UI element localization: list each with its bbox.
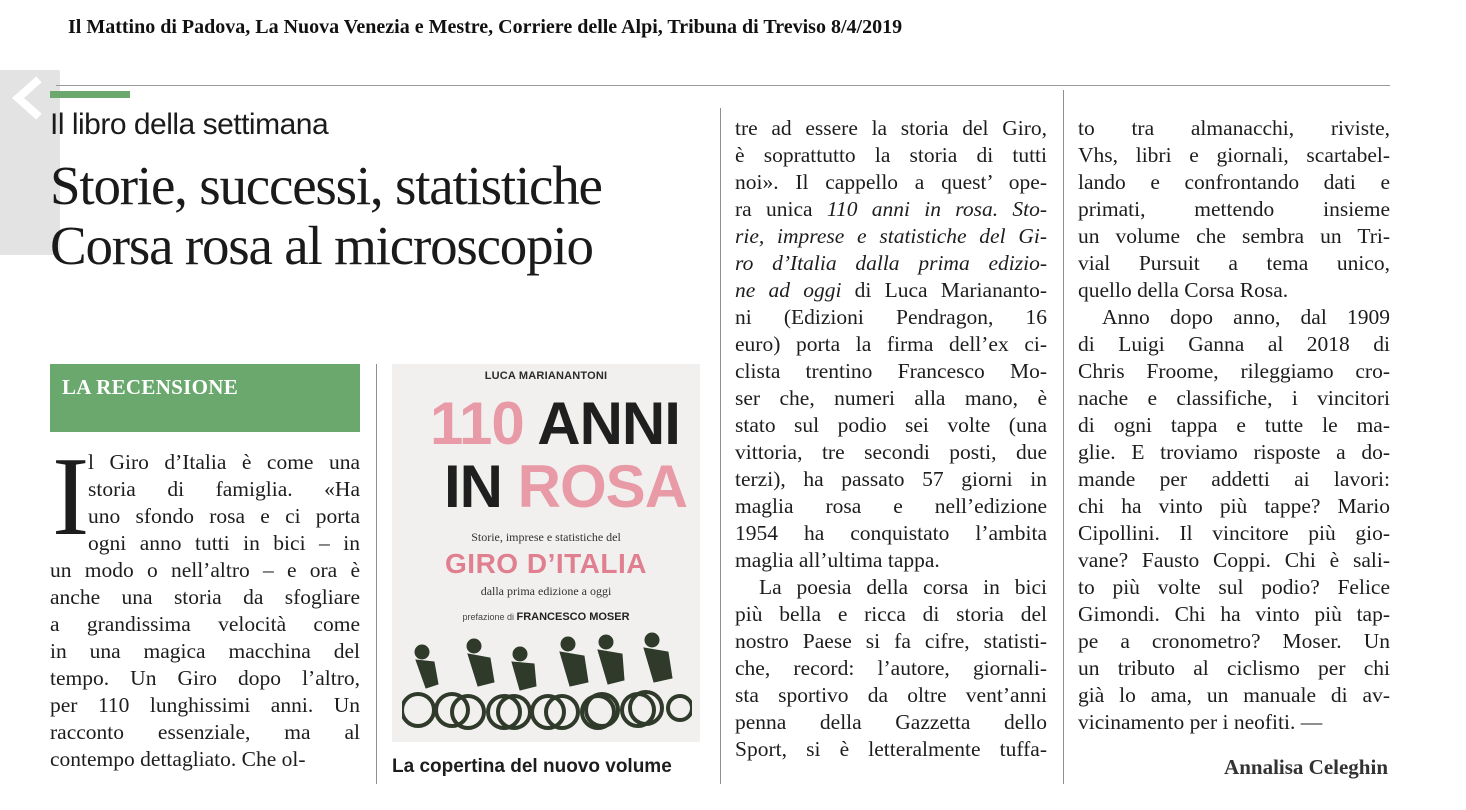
text-line: tempo. Un Giro dopo l’altro, bbox=[50, 666, 360, 690]
text-line: ser che, numeri alla mano, è bbox=[735, 386, 1047, 410]
headline-line-1: Storie, successi, statistiche bbox=[50, 155, 602, 216]
text-line: maglia all’ultima tappa. bbox=[735, 548, 940, 572]
chevron-left-icon[interactable] bbox=[6, 76, 50, 120]
cover-title-anni: ANNI bbox=[523, 390, 680, 457]
text-line: clista trentino Francesco Mo- bbox=[735, 359, 1047, 383]
book-title-italic: ne ad oggi bbox=[735, 278, 842, 302]
text-line: terzi), ha passato 57 giorni in bbox=[735, 467, 1047, 491]
text-line: uno sfondo rosa e ci porta bbox=[88, 504, 360, 528]
text-line: Chris Froome, rileggiamo cro- bbox=[1078, 359, 1390, 383]
article-column-3 bbox=[735, 115, 1047, 763]
cyclists-illustration-icon bbox=[402, 632, 692, 732]
cover-subtitle: Storie, imprese e statistiche del bbox=[471, 530, 621, 544]
text-line: quello della Corsa Rosa. bbox=[1078, 278, 1289, 302]
cover-title-rosa: ROSA bbox=[517, 453, 688, 520]
drop-cap: I bbox=[52, 435, 90, 559]
text-line: vane? Fausto Coppi. Chi è sali- bbox=[1078, 548, 1390, 572]
cover-preface-label: prefazione di bbox=[462, 612, 517, 622]
text-line: sta sportivo da oltre vent’anni bbox=[735, 683, 1047, 707]
text-line: vicinamento per i neofiti. — bbox=[1078, 710, 1323, 734]
text-line: euro) porta la firma dell’ex ci- bbox=[735, 332, 1047, 356]
kicker-accent-bar bbox=[50, 91, 130, 98]
text-line: lando e confrontando dati e bbox=[1078, 170, 1390, 194]
text-line: ni (Edizioni Pendragon, 16 bbox=[735, 305, 1047, 329]
cyclist-silhouette bbox=[498, 647, 564, 728]
text-line: Vhs, libri e giornali, scartabel- bbox=[1078, 143, 1390, 167]
text-line: a grandissima velocità come bbox=[50, 612, 360, 636]
kicker: Il libro della settimana bbox=[50, 108, 329, 141]
text-line: Cipollini. Il vincitore più gio- bbox=[1078, 521, 1390, 545]
text-line: tre ad essere la storia del Giro, bbox=[735, 116, 1047, 140]
text-line bbox=[735, 223, 1047, 250]
cover-title-line-1 bbox=[430, 390, 680, 457]
text-line: La poesia della corsa in bici bbox=[759, 575, 1047, 599]
cover-author: LUCA MARIANANTONI bbox=[484, 370, 608, 382]
text-line: di Luigi Ganna al 2018 di bbox=[1078, 332, 1390, 356]
text-line bbox=[735, 277, 1047, 304]
cover-title-number: 110 bbox=[430, 390, 524, 457]
cyclist-silhouette bbox=[452, 639, 520, 728]
text-line: che, record: l’autore, giornali- bbox=[735, 656, 1047, 680]
text-line bbox=[735, 196, 1047, 223]
cyclist-silhouette bbox=[402, 645, 468, 726]
text-line: un modo o nell’altro – e ora è bbox=[50, 558, 360, 582]
text-line: chi ha vinto più tappe? Mario bbox=[1078, 494, 1390, 518]
text-line: Sport, si è letteralmente tuffa- bbox=[735, 737, 1047, 761]
text-line: l Giro d’Italia è come una bbox=[88, 450, 360, 474]
book-title-italic: ro d’Italia dalla prima edizio- bbox=[735, 251, 1047, 275]
text-line: per 110 lunghissimi anni. Un bbox=[50, 693, 360, 717]
author-signature: Annalisa Celeghin bbox=[1224, 755, 1388, 779]
section-label-box bbox=[50, 364, 360, 432]
text-line: stato sul podio sei volte (una bbox=[735, 413, 1047, 437]
text-line: mande per addetti ai lavori: bbox=[1078, 467, 1390, 491]
column-divider-1 bbox=[376, 364, 377, 784]
text-line: di ogni tappa e tutte le ma- bbox=[1078, 413, 1390, 437]
text-line: un tributo al ciclismo per chi bbox=[1078, 656, 1390, 680]
section-label: LA RECENSIONE bbox=[62, 375, 239, 399]
text-line: è soprattutto la storia di tutti bbox=[735, 143, 1047, 167]
text-line: Anno dopo anno, dal 1909 bbox=[1102, 305, 1390, 329]
text-fragment: di Luca Mariananto- bbox=[841, 278, 1047, 302]
column-divider-2 bbox=[720, 108, 721, 784]
text-line: racconto essenziale, ma al bbox=[50, 720, 360, 744]
text-line: to più volte sul podio? Felice bbox=[1078, 575, 1390, 599]
text-line: glie. E troviamo risposte a do- bbox=[1078, 440, 1390, 464]
text-line: contempo dettagliato. Che ol- bbox=[50, 747, 306, 771]
text-line: vittoria, tre secondi posti, due bbox=[735, 440, 1047, 464]
text-line: to tra almanacchi, riviste, bbox=[1078, 116, 1390, 140]
text-line bbox=[735, 250, 1047, 277]
cover-preface-name: FRANCESCO MOSER bbox=[516, 611, 630, 623]
text-line: noi». Il cappello a quest’ ope- bbox=[735, 170, 1047, 194]
text-line: nache e classifiche, i vincitori bbox=[1078, 386, 1390, 410]
column-divider-3 bbox=[1063, 90, 1064, 784]
cover-preface bbox=[392, 611, 700, 623]
image-caption: La copertina del nuovo volume bbox=[392, 756, 672, 777]
cover-title-line-2 bbox=[444, 453, 688, 520]
headline-line-2: Corsa rosa al microscopio bbox=[50, 215, 593, 276]
text-line: pe a cronometro? Moser. Un bbox=[1078, 629, 1390, 653]
text-line: primati, mettendo insieme bbox=[1078, 197, 1390, 221]
article-column-4 bbox=[1078, 115, 1390, 736]
text-line: ogni anno tutti in bici – in bbox=[88, 531, 360, 555]
text-line: maglia rosa e nell’edizione bbox=[735, 494, 1047, 518]
text-line: 1954 ha conquistato l’ambita bbox=[735, 521, 1047, 545]
book-title-italic: 110 anni in rosa. Sto- bbox=[826, 197, 1047, 221]
text-line: già lo ama, un manuale di av- bbox=[1078, 683, 1390, 707]
top-rule bbox=[56, 85, 1390, 86]
book-cover-image bbox=[392, 364, 700, 742]
text-line: vial Pursuit a tema unico, bbox=[1078, 251, 1390, 275]
text-line: in una magica macchina del bbox=[50, 639, 360, 663]
text-line: nostro Paese si fa cifre, statisti- bbox=[735, 629, 1047, 653]
headline bbox=[50, 156, 720, 276]
cover-title-in: IN bbox=[444, 453, 518, 520]
book-title-italic: rie, imprese e statistiche del Gi- bbox=[735, 224, 1047, 248]
text-line: più bella e ricca di storia del bbox=[735, 602, 1047, 626]
text-line: anche una storia da sfogliare bbox=[50, 585, 360, 609]
text-line: storia di famiglia. «Ha bbox=[88, 477, 360, 501]
masthead: Il Mattino di Padova, La Nuova Venezia e Mestre, Corriere delle Alpi, Tribuna di Treviso 8/4/2019 bbox=[68, 16, 903, 38]
article-column-1 bbox=[50, 435, 360, 773]
text-fragment: ra unica bbox=[735, 197, 827, 221]
cover-giro-title: GIRO D’ITALIA bbox=[445, 548, 647, 579]
text-line: Gimondi. Chi ha vinto più tap- bbox=[1078, 602, 1390, 626]
text-line: penna della Gazzetta dello bbox=[735, 710, 1047, 734]
text-line: un volume che sembra un Tri- bbox=[1078, 224, 1390, 248]
cyclist-silhouette bbox=[630, 633, 692, 724]
cover-subtitle-2: dalla prima edizione a oggi bbox=[480, 584, 612, 598]
